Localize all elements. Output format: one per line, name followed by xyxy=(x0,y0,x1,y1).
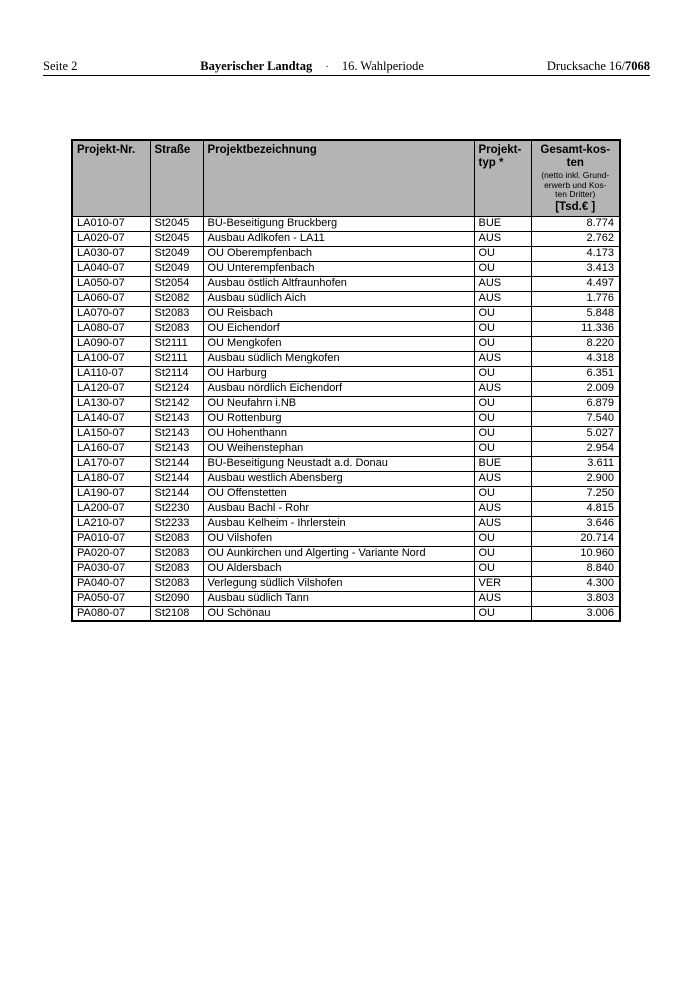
page-number: Seite 2 xyxy=(43,59,78,73)
cell-gesamtkosten: 20.714 xyxy=(531,531,620,546)
cell-strasse: St2049 xyxy=(150,261,203,276)
cell-projekttyp: AUS xyxy=(474,516,531,531)
drucksache-id: 7068 xyxy=(625,59,650,73)
cell-projekt-nr: LA200-07 xyxy=(72,501,150,516)
cell-projekt-nr: LA070-07 xyxy=(72,306,150,321)
cell-gesamtkosten: 2.900 xyxy=(531,471,620,486)
cell-projektbezeichnung: OU Harburg xyxy=(203,366,474,381)
cell-projektbezeichnung: Ausbau Adlkofen - LA11 xyxy=(203,231,474,246)
cell-projektbezeichnung: BÜ-Beseitigung Neustadt a.d. Donau xyxy=(203,456,474,471)
cell-projektbezeichnung: OU Eichendorf xyxy=(203,321,474,336)
cell-gesamtkosten: 2.954 xyxy=(531,441,620,456)
cell-projektbezeichnung: BÜ-Beseitigung Bruckberg xyxy=(203,216,474,231)
cell-projekttyp: AUS xyxy=(474,231,531,246)
cell-strasse: St2142 xyxy=(150,396,203,411)
cell-projekttyp: AUS xyxy=(474,591,531,606)
cell-strasse: St2082 xyxy=(150,291,203,306)
cell-projektbezeichnung: OU Oberempfenbach xyxy=(203,246,474,261)
cell-strasse: St2143 xyxy=(150,411,203,426)
projekttyp-line1: Projekt- xyxy=(478,144,522,156)
gesamtkosten-unit: [Tsd.€ ] xyxy=(555,200,596,213)
running-head xyxy=(43,59,650,74)
cell-projekttyp: OU xyxy=(474,306,531,321)
cell-projekt-nr: LA180-07 xyxy=(72,471,150,486)
gesamtkosten-note: (netto inkl. Grund- erwerb und Kos- ten Dritter) xyxy=(541,170,610,199)
cell-projektbezeichnung: Ausbau westlich Abensberg xyxy=(203,471,474,486)
cell-projekttyp: OU xyxy=(474,336,531,351)
table-row xyxy=(72,426,620,441)
cell-projekttyp: OU xyxy=(474,366,531,381)
cell-projektbezeichnung: Ausbau Bachl - Rohr xyxy=(203,501,474,516)
cell-projekt-nr: LA160-07 xyxy=(72,441,150,456)
cell-projekttyp: BUE xyxy=(474,456,531,471)
cell-gesamtkosten: 3.646 xyxy=(531,516,620,531)
cell-gesamtkosten: 6.879 xyxy=(531,396,620,411)
cell-strasse: St2111 xyxy=(150,336,203,351)
cell-strasse: St2083 xyxy=(150,576,203,591)
cell-projekt-nr: LA150-07 xyxy=(72,426,150,441)
cell-projekttyp: AUS xyxy=(474,501,531,516)
cell-projektbezeichnung: OU Vilshofen xyxy=(203,531,474,546)
cell-strasse: St2090 xyxy=(150,591,203,606)
table-row xyxy=(72,606,620,621)
cell-projekt-nr: LA060-07 xyxy=(72,291,150,306)
cell-strasse: St2083 xyxy=(150,546,203,561)
cell-gesamtkosten: 5.848 xyxy=(531,306,620,321)
cell-projekttyp: OU xyxy=(474,546,531,561)
cell-projektbezeichnung: Ausbau nördlich Eichendorf xyxy=(203,381,474,396)
table-row xyxy=(72,261,620,276)
cell-projektbezeichnung: OU Rottenburg xyxy=(203,411,474,426)
table-row xyxy=(72,546,620,561)
project-table xyxy=(71,139,621,622)
cell-strasse: St2144 xyxy=(150,456,203,471)
cell-gesamtkosten: 8.774 xyxy=(531,216,620,231)
cell-projekt-nr: PA030-07 xyxy=(72,561,150,576)
cell-projektbezeichnung: Ausbau östlich Altfraunhofen xyxy=(203,276,474,291)
cell-strasse: St2045 xyxy=(150,216,203,231)
table-row xyxy=(72,366,620,381)
table-row xyxy=(72,396,620,411)
cell-projekttyp: OU xyxy=(474,426,531,441)
table-row xyxy=(72,411,620,426)
column-header-gesamtkosten xyxy=(531,140,620,216)
cell-projekt-nr: LA040-07 xyxy=(72,261,150,276)
cell-gesamtkosten: 8.220 xyxy=(531,336,620,351)
table-row xyxy=(72,216,620,231)
cell-gesamtkosten: 3.803 xyxy=(531,591,620,606)
cell-projekttyp: AUS xyxy=(474,471,531,486)
cell-projekt-nr: LA080-07 xyxy=(72,321,150,336)
cell-strasse: St2114 xyxy=(150,366,203,381)
cell-strasse: St2143 xyxy=(150,426,203,441)
separator-dot: · xyxy=(325,61,329,73)
cell-gesamtkosten: 10.960 xyxy=(531,546,620,561)
cell-projekt-nr: LA130-07 xyxy=(72,396,150,411)
cell-gesamtkosten: 2.762 xyxy=(531,231,620,246)
cell-projekttyp: AUS xyxy=(474,276,531,291)
cell-gesamtkosten: 8.840 xyxy=(531,561,620,576)
cell-projekttyp: VER xyxy=(474,576,531,591)
table-row xyxy=(72,591,620,606)
cell-projektbezeichnung: OU Neufahrn i.NB xyxy=(203,396,474,411)
table-row xyxy=(72,246,620,261)
cell-projektbezeichnung: Ausbau südlich Mengkofen xyxy=(203,351,474,366)
cell-gesamtkosten: 5.027 xyxy=(531,426,620,441)
cell-strasse: St2083 xyxy=(150,531,203,546)
table-row xyxy=(72,381,620,396)
cell-strasse: St2143 xyxy=(150,441,203,456)
cell-strasse: St2083 xyxy=(150,306,203,321)
cell-projekttyp: OU xyxy=(474,411,531,426)
cell-projektbezeichnung: Ausbau südlich Aich xyxy=(203,291,474,306)
cell-projekt-nr: LA030-07 xyxy=(72,246,150,261)
cell-projekttyp: AUS xyxy=(474,351,531,366)
cell-projekttyp: OU xyxy=(474,561,531,576)
cell-gesamtkosten: 3.006 xyxy=(531,606,620,621)
cell-strasse: St2111 xyxy=(150,351,203,366)
table-row xyxy=(72,321,620,336)
table-row xyxy=(72,561,620,576)
cell-projekt-nr: PA050-07 xyxy=(72,591,150,606)
cell-projektbezeichnung: OU Aunkirchen und Algerting - Variante Nord xyxy=(203,546,474,561)
cell-projekt-nr: PA010-07 xyxy=(72,531,150,546)
cell-projektbezeichnung: Ausbau Kelheim - Ihrlerstein xyxy=(203,516,474,531)
table-row xyxy=(72,531,620,546)
cell-projektbezeichnung: OU Aldersbach xyxy=(203,561,474,576)
cell-projekt-nr: PA080-07 xyxy=(72,606,150,621)
table-header-row xyxy=(72,140,620,216)
projekttyp-line2: typ * xyxy=(478,157,504,169)
cell-projekttyp: OU xyxy=(474,441,531,456)
cell-gesamtkosten: 4.173 xyxy=(531,246,620,261)
cell-gesamtkosten: 3.413 xyxy=(531,261,620,276)
legislative-period: 16. Wahlperiode xyxy=(341,59,424,73)
cell-projekt-nr: LA140-07 xyxy=(72,411,150,426)
cell-gesamtkosten: 1.776 xyxy=(531,291,620,306)
cell-projekt-nr: LA210-07 xyxy=(72,516,150,531)
cell-projekt-nr: LA110-07 xyxy=(72,366,150,381)
institution-name: Bayerischer Landtag xyxy=(200,59,313,73)
cell-strasse: St2054 xyxy=(150,276,203,291)
cell-projekt-nr: LA010-07 xyxy=(72,216,150,231)
cell-gesamtkosten: 3.611 xyxy=(531,456,620,471)
project-table-container xyxy=(71,139,619,622)
column-header-projektbezeichnung: Projektbezeichnung xyxy=(203,140,474,216)
cell-projektbezeichnung: Ausbau südlich Tann xyxy=(203,591,474,606)
gesamtkosten-line2: ten xyxy=(566,157,584,169)
column-header-strasse: Straße xyxy=(150,140,203,216)
cell-strasse: St2144 xyxy=(150,471,203,486)
cell-strasse: St2233 xyxy=(150,516,203,531)
table-row xyxy=(72,471,620,486)
cell-gesamtkosten: 6.351 xyxy=(531,366,620,381)
cell-projekttyp: OU xyxy=(474,486,531,501)
cell-projekttyp: BUE xyxy=(474,216,531,231)
cell-projekttyp: OU xyxy=(474,321,531,336)
cell-projekt-nr: LA170-07 xyxy=(72,456,150,471)
table-row xyxy=(72,486,620,501)
cell-projekt-nr: LA190-07 xyxy=(72,486,150,501)
column-header-projekttyp xyxy=(474,140,531,216)
cell-strasse: St2049 xyxy=(150,246,203,261)
document-title xyxy=(77,59,547,74)
cell-gesamtkosten: 4.318 xyxy=(531,351,620,366)
drucksache-prefix: Drucksache 16/ xyxy=(546,59,625,73)
cell-strasse: St2144 xyxy=(150,486,203,501)
drucksache-number xyxy=(547,59,650,73)
cell-projekttyp: AUS xyxy=(474,291,531,306)
cell-gesamtkosten: 4.815 xyxy=(531,501,620,516)
cell-projekttyp: OU xyxy=(474,261,531,276)
cell-projektbezeichnung: OU Unterempfenbach xyxy=(203,261,474,276)
cell-projektbezeichnung: OU Reisbach xyxy=(203,306,474,321)
table-body xyxy=(72,216,620,621)
cell-gesamtkosten: 4.300 xyxy=(531,576,620,591)
table-row xyxy=(72,351,620,366)
table-row xyxy=(72,456,620,471)
cell-projekt-nr: LA050-07 xyxy=(72,276,150,291)
table-row xyxy=(72,336,620,351)
cell-projekttyp: OU xyxy=(474,396,531,411)
cell-gesamtkosten: 11.336 xyxy=(531,321,620,336)
table-row xyxy=(72,306,620,321)
table-row xyxy=(72,576,620,591)
cell-strasse: St2124 xyxy=(150,381,203,396)
table-header xyxy=(72,140,620,216)
cell-projektbezeichnung: OU Hohenthann xyxy=(203,426,474,441)
cell-projekt-nr: LA090-07 xyxy=(72,336,150,351)
table-row xyxy=(72,516,620,531)
table-row xyxy=(72,501,620,516)
cell-strasse: St2083 xyxy=(150,561,203,576)
cell-projekttyp: AUS xyxy=(474,381,531,396)
cell-projektbezeichnung: OU Mengkofen xyxy=(203,336,474,351)
table-row xyxy=(72,231,620,246)
cell-projekt-nr: PA020-07 xyxy=(72,546,150,561)
cell-strasse: St2108 xyxy=(150,606,203,621)
table-row xyxy=(72,441,620,456)
cell-projekt-nr: LA120-07 xyxy=(72,381,150,396)
cell-gesamtkosten: 7.540 xyxy=(531,411,620,426)
cell-strasse: St2230 xyxy=(150,501,203,516)
table-row xyxy=(72,291,620,306)
cell-gesamtkosten: 7.250 xyxy=(531,486,620,501)
cell-projektbezeichnung: OU Schönau xyxy=(203,606,474,621)
column-header-projekt-nr: Projekt-Nr. xyxy=(72,140,150,216)
cell-projekt-nr: PA040-07 xyxy=(72,576,150,591)
cell-strasse: St2045 xyxy=(150,231,203,246)
cell-projekttyp: OU xyxy=(474,246,531,261)
cell-gesamtkosten: 4.497 xyxy=(531,276,620,291)
cell-gesamtkosten: 2.009 xyxy=(531,381,620,396)
cell-projektbezeichnung: Verlegung südlich Vilshofen xyxy=(203,576,474,591)
cell-projekt-nr: LA100-07 xyxy=(72,351,150,366)
header-rule xyxy=(43,75,650,76)
cell-strasse: St2083 xyxy=(150,321,203,336)
gesamtkosten-line1: Gesamt-kos- xyxy=(540,144,611,156)
cell-projekttyp: OU xyxy=(474,606,531,621)
cell-projektbezeichnung: OU Weihenstephan xyxy=(203,441,474,456)
table-row xyxy=(72,276,620,291)
cell-projekttyp: OU xyxy=(474,531,531,546)
cell-projektbezeichnung: OU Offenstetten xyxy=(203,486,474,501)
cell-projekt-nr: LA020-07 xyxy=(72,231,150,246)
